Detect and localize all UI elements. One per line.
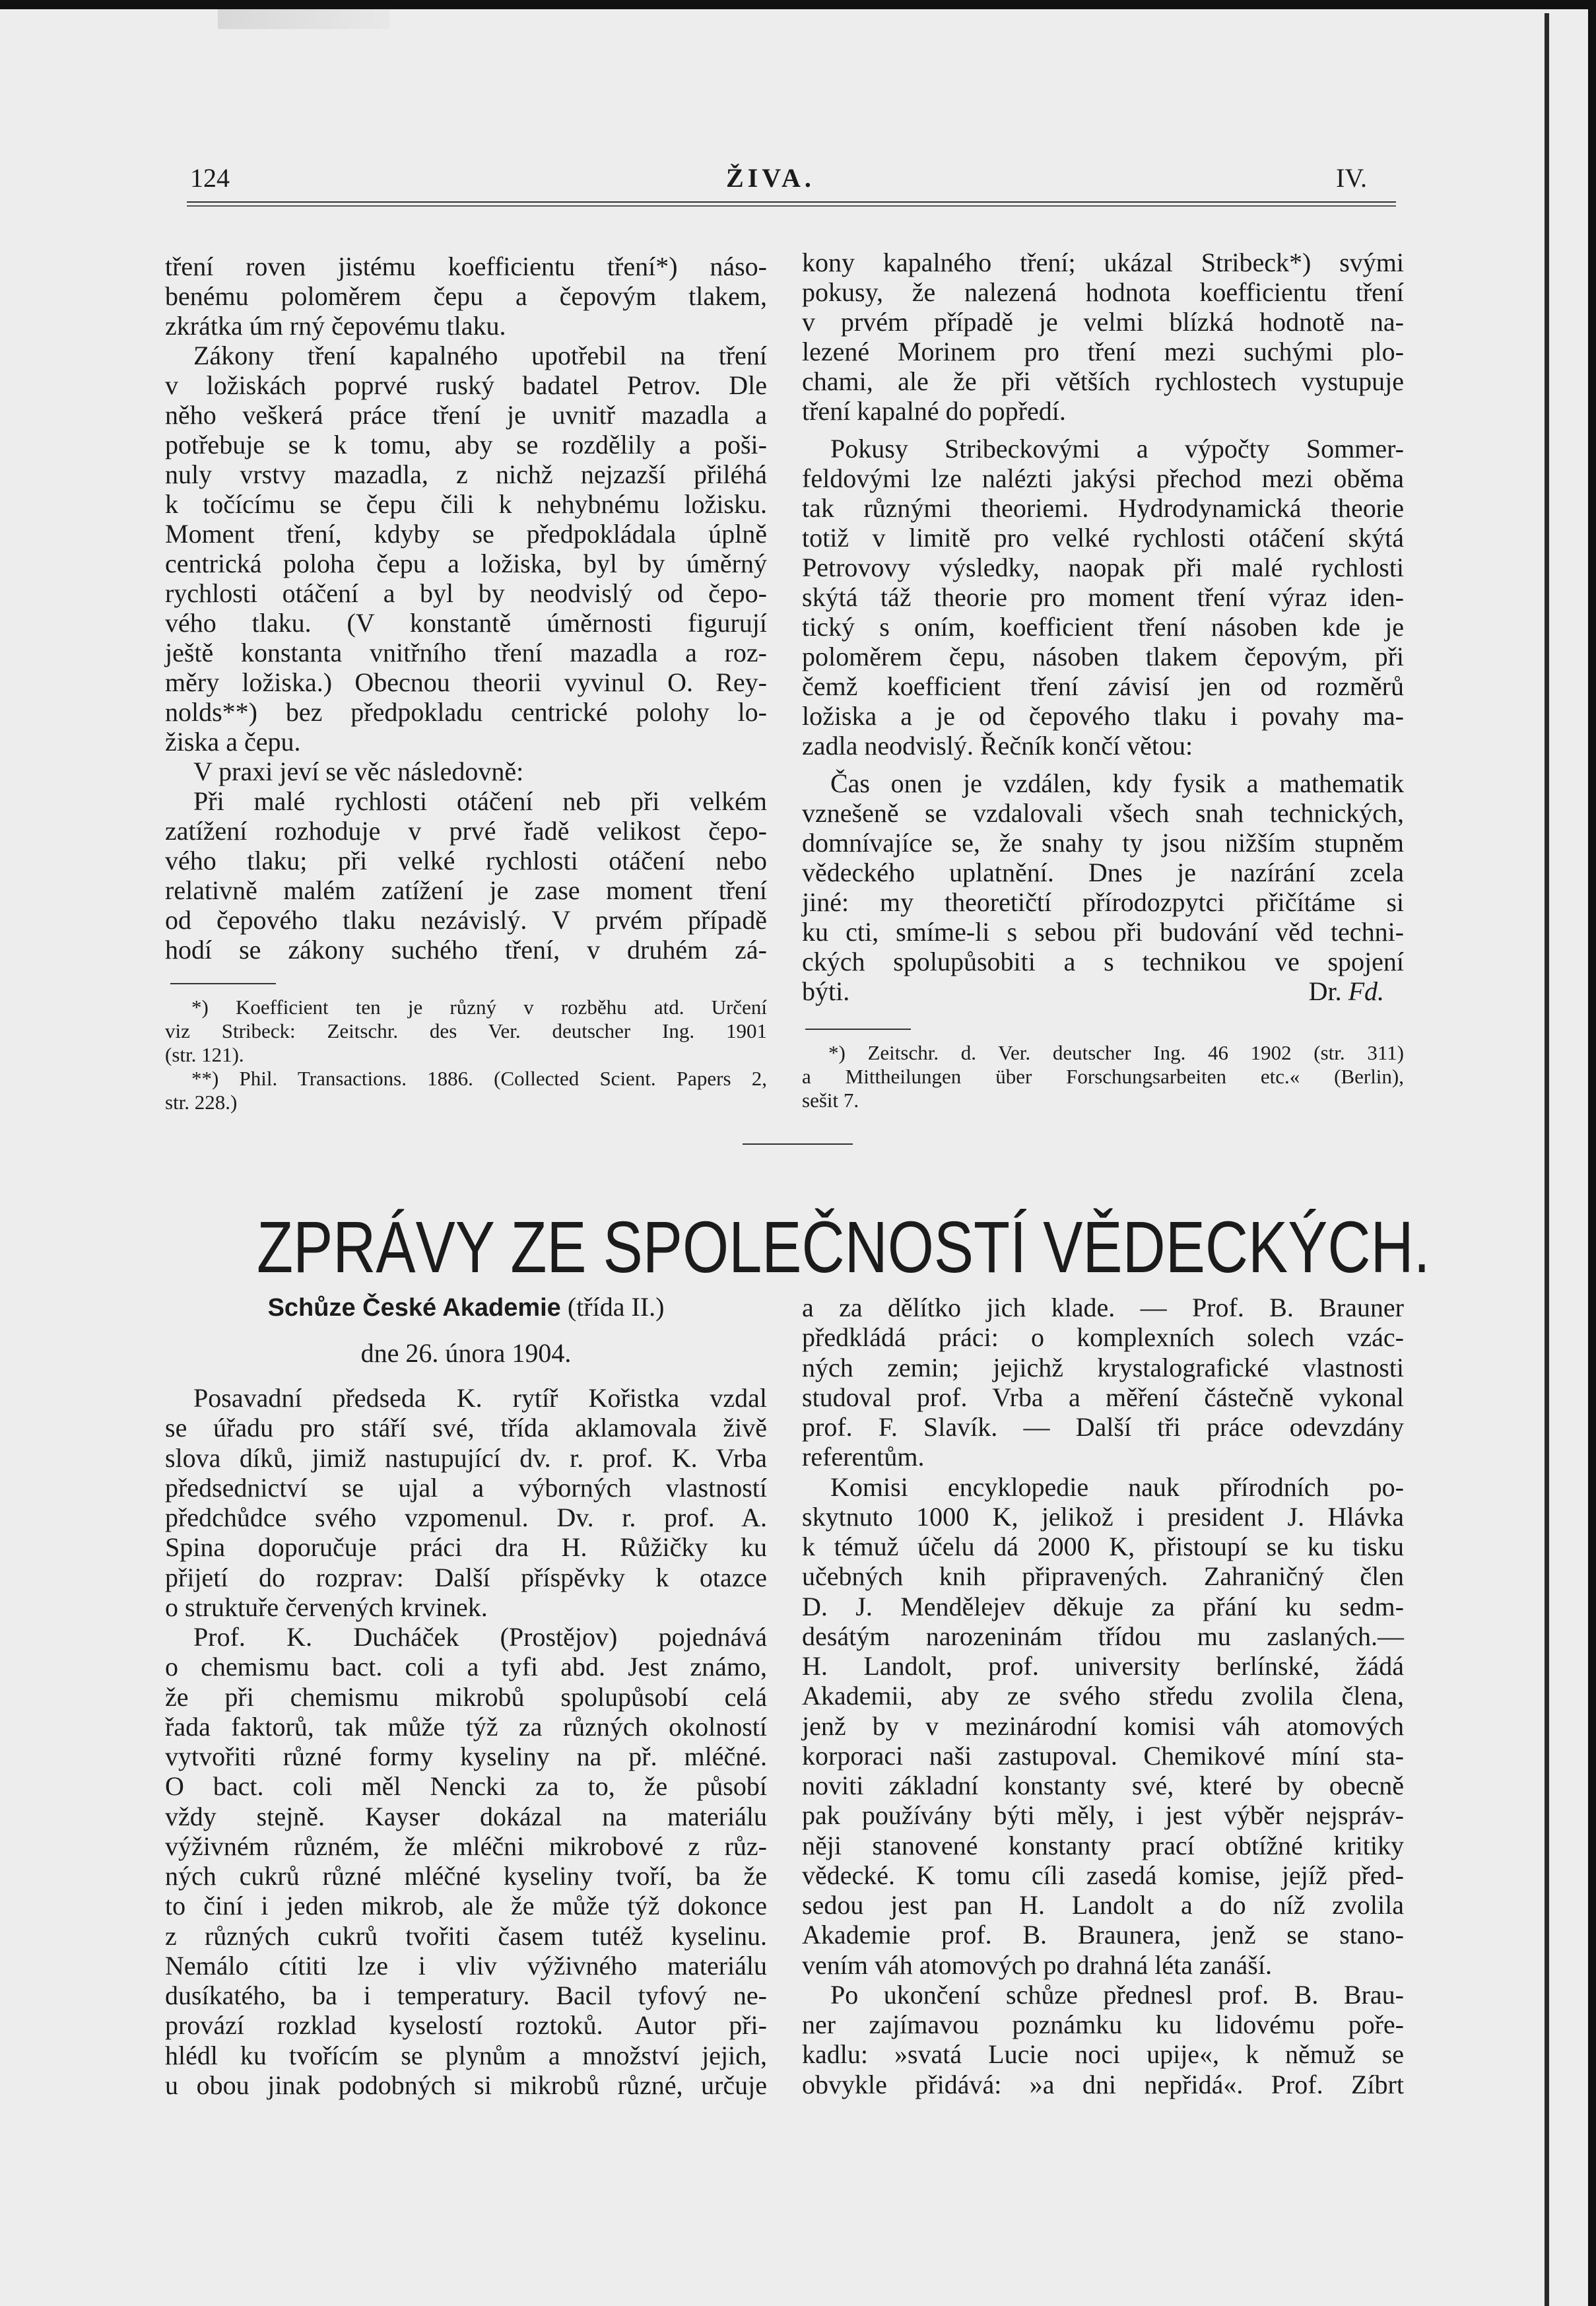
paragraph [165, 757, 767, 786]
text-line: domnívajíce se, že snahy ty jsou nižším stupněm [802, 828, 1404, 858]
scan-edge-line [1545, 13, 1549, 2306]
text-line: tření kapalné do popředí. [802, 396, 1066, 426]
text-line: poloměrem čepu, násoben tlakem čepovým, při [802, 642, 1404, 671]
text-line: zadla neodvislý. Řečník končí větou: [802, 731, 1193, 761]
text-line: o struktuře červených krvinek. [165, 1592, 488, 1622]
text-line: z různých cukrů tvořiti časem tutéž kyselinu. [165, 1920, 767, 1951]
text-line: že při chemismu mikrobů spolupůsobí celá [165, 1681, 767, 1712]
text-line: řada faktorů, tak může týž za různých okolností [165, 1711, 767, 1742]
paragraph [802, 434, 1404, 761]
text-line: lezené Morinem pro tření mezi suchými plo- [802, 337, 1404, 366]
text-line: něji stanovené konstanty prací obtížné kritiky [802, 1830, 1404, 1860]
text-line: *) Koefficient ten je různý v rozběhu atd. Určení [191, 996, 767, 1019]
page-number: 124 [190, 163, 230, 193]
text-line: Moment tření, kdyby se předpokládala úplně [165, 519, 767, 549]
text-line: k témuž účelu dá 2000 K, přistoupí se ku tisku [802, 1532, 1404, 1561]
text-line: a Mittheilungen über Forschungsarbeiten etc.« (Berlin), [802, 1065, 1404, 1088]
paragraph [165, 1067, 767, 1114]
scan-border-top [0, 0, 1596, 9]
text-line: vznešeně se vzdalovali všech snah technických, [802, 798, 1404, 828]
paragraph [802, 1041, 1404, 1112]
footnotes-right [802, 1041, 1404, 1112]
text-line: to činí i jeden mikrob, ale že může týž dokonce [165, 1891, 767, 1921]
text-line: potřebuje se k tomu, aby se rozdělily a poši- [165, 430, 767, 459]
subheading-title: Schůze České Akademie [267, 1294, 561, 1322]
text-line: jenž by v mezinárodní komisi váh atomových [802, 1711, 1404, 1741]
text-line: učebných knih připravených. Zahraničný člen [802, 1561, 1404, 1592]
article-left-column [165, 252, 767, 965]
text-line: Petrovovy výsledky, naopak při malé rychlosti [802, 553, 1404, 582]
text-line: ještě konstanta vnitřního tření mazadla a roz- [165, 638, 767, 667]
footnote-rule [170, 983, 276, 984]
text-line: a za dělítko jich klade. — Prof. B. Brauner [802, 1293, 1404, 1322]
text-line: studoval prof. Vrba a měření částečně vykonal [802, 1382, 1404, 1412]
text-line: korporaci naši zastupoval. Chemikové míní sta- [802, 1740, 1404, 1771]
text-line: obvykle přidává: »a dni nepřidá«. Prof. Zíbrt [802, 2069, 1404, 2099]
text-line: pokusy, že nalezená hodnota koefficientu tření [802, 277, 1404, 307]
text-line: tický s oním, koefficient tření násoben kde je [802, 612, 1404, 642]
text-line: ných cukrů různé mléčné kyseliny tvoří, ba že [165, 1861, 767, 1891]
text-line: Prof. K. Ducháček (Prostějov) pojednává [193, 1622, 767, 1652]
text-line: předchůdce svého vzpomenul. Dv. r. prof. A. [165, 1503, 767, 1532]
paragraph [165, 996, 767, 1067]
text-line: Spina doporučuje práci dra H. Růžičky ku [165, 1532, 767, 1563]
subheading [165, 1291, 767, 1324]
text-line: předsednictví se ujal a výborných vlastností [165, 1472, 767, 1503]
paragraph [165, 341, 767, 757]
text-line: Komisi encyklopedie nauk přírodních po- [830, 1472, 1404, 1502]
text-line: Pokusy Stribeckovými a výpočty Sommer- [830, 434, 1404, 463]
text-line: hlédl ku tvořícím se plynům a množství jejich, [165, 2040, 767, 2070]
text-line: dusíkatého, ba i temperatury. Bacil tyfový ne- [165, 1981, 767, 2010]
text-line: D. J. Mendělejev děkuje za přání ku sedm- [802, 1591, 1404, 1621]
text-line: Akademie prof. B. Braunera, jenž se stano- [802, 1920, 1404, 1950]
text-line: **) Phil. Transactions. 1886. (Collected Scient. Papers 2, [191, 1067, 767, 1090]
paragraph [165, 786, 767, 965]
paragraph [802, 1293, 1404, 1472]
footnote-rule [805, 1029, 911, 1030]
paragraph [165, 1383, 767, 1622]
text-line: tření roven jistému koefficientu tření*) náso- [165, 252, 767, 281]
text-line: se úřadu pro stáří své, třída aklamovala živě [165, 1413, 767, 1443]
text-line: ner zajímavou poznámku ku lidovému poře- [802, 2010, 1404, 2039]
text-line: rychlosti otáčení a byl by neodvislý od čepo- [165, 578, 767, 608]
text-line: ku cti, smíme-li s sebou při budování věd techni- [802, 917, 1404, 947]
header-rule [187, 205, 1396, 207]
signature-prefix: Dr. [1308, 976, 1342, 1006]
text-line: vždy stejně. Kayser dokázal na materiálu [165, 1801, 767, 1831]
text-line: ckých spolupůsobiti a s technikou ve spojení [802, 947, 1404, 976]
text-line: býti. [802, 976, 850, 1006]
author-signature [1309, 976, 1384, 1006]
text-line: Akademii, aby ze svého středu zvolila člena, [802, 1681, 1404, 1711]
text-line: od čepového tlaku nezávislý. V prvém případě [165, 905, 767, 935]
text-line: žiska a čepu. [165, 727, 301, 757]
text-line: nuly vrstvy mazadla, z nichž nejzazší přiléhá [165, 459, 767, 489]
text-line: nolds**) bez předpokladu centrické polohy lo- [165, 697, 767, 727]
text-line: Po ukončení schůze přednesl prof. B. Brau- [830, 1979, 1404, 2010]
text-line: totiž v limitě pro velké rychlosti otáčení skýtá [802, 523, 1404, 553]
article-right-column [802, 248, 1404, 1006]
text-line: předkládá práci: o komplexních solech vzác- [802, 1322, 1404, 1353]
text-line: vého tlaku. (V konstantě úměrnosti figurují [165, 608, 767, 638]
scan-smudge [218, 9, 389, 29]
text-line: zatížení rozhoduje v prvé řadě velikost čepo- [165, 816, 767, 846]
meeting-date: dne 26. února 1904. [360, 1338, 572, 1368]
text-line: slova díků, jimiž nastupující dv. r. prof. K. Vrba [165, 1442, 767, 1473]
text-line: centrická poloha čepu a ložiska, byl by úměrný [165, 549, 767, 578]
text-line: viz Stribeck: Zeitschr. des Ver. deutscher Ing. 1901 [165, 1019, 767, 1042]
text-line: vědeckého uplatnění. Dnes je nazírání zcela [802, 858, 1404, 887]
text-line: sedou jest pan H. Landolt a do níž zvolila [802, 1890, 1404, 1920]
text-line: v prvém případě je velmi blízká hodnotě na- [802, 307, 1404, 337]
text-line: str. 228.) [165, 1091, 238, 1114]
scan-border-right [1588, 0, 1596, 2306]
text-line: ných zemin; jejichž krystalografické vlastnosti [802, 1352, 1404, 1382]
text-line: sešit 7. [802, 1089, 859, 1112]
text-line: čemž koefficient tření závisí jen od rozměrů [802, 671, 1404, 701]
text-line: skytnuto 1000 K, jelikož i president J. Hlávka [802, 1501, 1404, 1532]
signature-name: Fd. [1348, 976, 1384, 1006]
text-line: přijetí do rozprav: Další příspěvky k otazce [165, 1562, 767, 1592]
section-headline: ZPRÁVY ZE SPOLEČNOSTÍ VĚDECKÝCH. [257, 1207, 1430, 1288]
text-line: relativně malém zatížení je zase moment tření [165, 875, 767, 905]
text-line: V praxi jeví se věc následovně: [193, 757, 524, 786]
text-line: Posavadní předseda K. rytíř Kořistka vzdal [193, 1383, 767, 1413]
text-line: o chemismu bact. coli a tyfi abd. Jest známo, [165, 1652, 767, 1682]
text-line: feldovými lze nalézti jakýsi přechod mezi oběma [802, 463, 1404, 493]
text-line: něho veškerá práce tření je uvnitř mazadla a [165, 400, 767, 430]
text-line: chami, ale že při větších rychlostech vystupuje [802, 366, 1404, 396]
text-line: H. Landolt, prof. university berlínské, žádá [802, 1651, 1404, 1681]
paragraph [802, 1472, 1404, 1980]
text-line: u obou jinak podobných si mikrobů různé, určuje [165, 2070, 767, 2100]
paragraph [802, 1980, 1404, 2099]
section-divider [743, 1143, 853, 1145]
paragraph [802, 768, 1404, 1006]
volume-number: IV. [1336, 163, 1368, 193]
text-line: kony kapalného tření; ukázal Stribeck*) svými [802, 248, 1404, 277]
text-line: Zákony tření kapalného upotřebil na tření [193, 341, 767, 370]
paragraph [802, 248, 1404, 426]
text-line: prof. F. Slavík. — Další tři práce odevzdány [802, 1412, 1404, 1442]
text-line: skýtá táž theorie pro moment tření výraz iden- [802, 582, 1404, 612]
section-left-column [165, 1383, 767, 2100]
text-line: vého tlaku; při velké rychlosti otáčení nebo [165, 846, 767, 875]
paragraph [165, 1622, 767, 2100]
text-line: výživném různém, že mléčni mikrobové z růz- [165, 1831, 767, 1861]
text-line: hodí se zákony suchého tření, v druhém zá- [165, 935, 767, 965]
text-line: (str. 121). [165, 1043, 244, 1066]
text-line: noviti základní konstanty své, které by obecně [802, 1771, 1404, 1800]
text-line: zkrátka úm rný čepovému tlaku. [165, 311, 506, 341]
text-line: tak různými theoriemi. Hydrodynamická theorie [802, 493, 1404, 523]
text-line: v ložiskách poprvé ruský badatel Petrov. Dle [165, 370, 767, 400]
text-line: vytvořiti různé formy kyseliny na př. mléčné. [165, 1742, 767, 1771]
text-line: Nemálo cítiti lze i vliv výživného materiálu [165, 1950, 767, 1981]
text-line: kadlu: »svatá Lucie noci upije«, k němuž se [802, 2039, 1404, 2070]
text-line: Při malé rychlosti otáčení neb při velkém [193, 786, 767, 816]
text-line: pak používány býti měly, i jest výběr nejspráv- [802, 1800, 1404, 1831]
text-line: jiné: my theoretičtí přírodozpytci přičítáme si [802, 887, 1404, 917]
section-right-column [802, 1293, 1404, 2099]
text-line: O bact. coli měl Nencki za to, že působí [165, 1771, 767, 1802]
journal-title: ŽIVA. [726, 163, 815, 193]
text-line: k točícímu se čepu čili k nehybnému ložisku. [165, 489, 767, 519]
text-line: vědecké. K tomu cíli zasedá komise, jejíž před- [802, 1860, 1404, 1890]
text-line: benému poloměrem čepu a čepovým tlakem, [165, 281, 767, 311]
footnotes-left [165, 996, 767, 1114]
subheading-class: (třída II.) [567, 1292, 665, 1322]
text-line: desátým narozeninám třídou mu zaslaných.— [802, 1621, 1404, 1651]
text-line: provází rozklad kyselostí roztoků. Autor při- [165, 2010, 767, 2041]
text-line: *) Zeitschr. d. Ver. deutscher Ing. 46 1902 (str. 311) [828, 1041, 1404, 1064]
text-line: referentům. [802, 1442, 925, 1472]
text-line: ložiska a je od čepového tlaku i povahy ma- [802, 701, 1404, 731]
header-rule [187, 201, 1396, 203]
text-line: vením váh atomových po drahná léta zanáší. [802, 1950, 1272, 1980]
text-line: Čas onen je vzdálen, kdy fysik a mathematik [830, 768, 1404, 798]
text-line: měry ložiska.) Obecnou theorii vyvinul O. Rey- [165, 667, 767, 697]
paragraph [165, 252, 767, 341]
